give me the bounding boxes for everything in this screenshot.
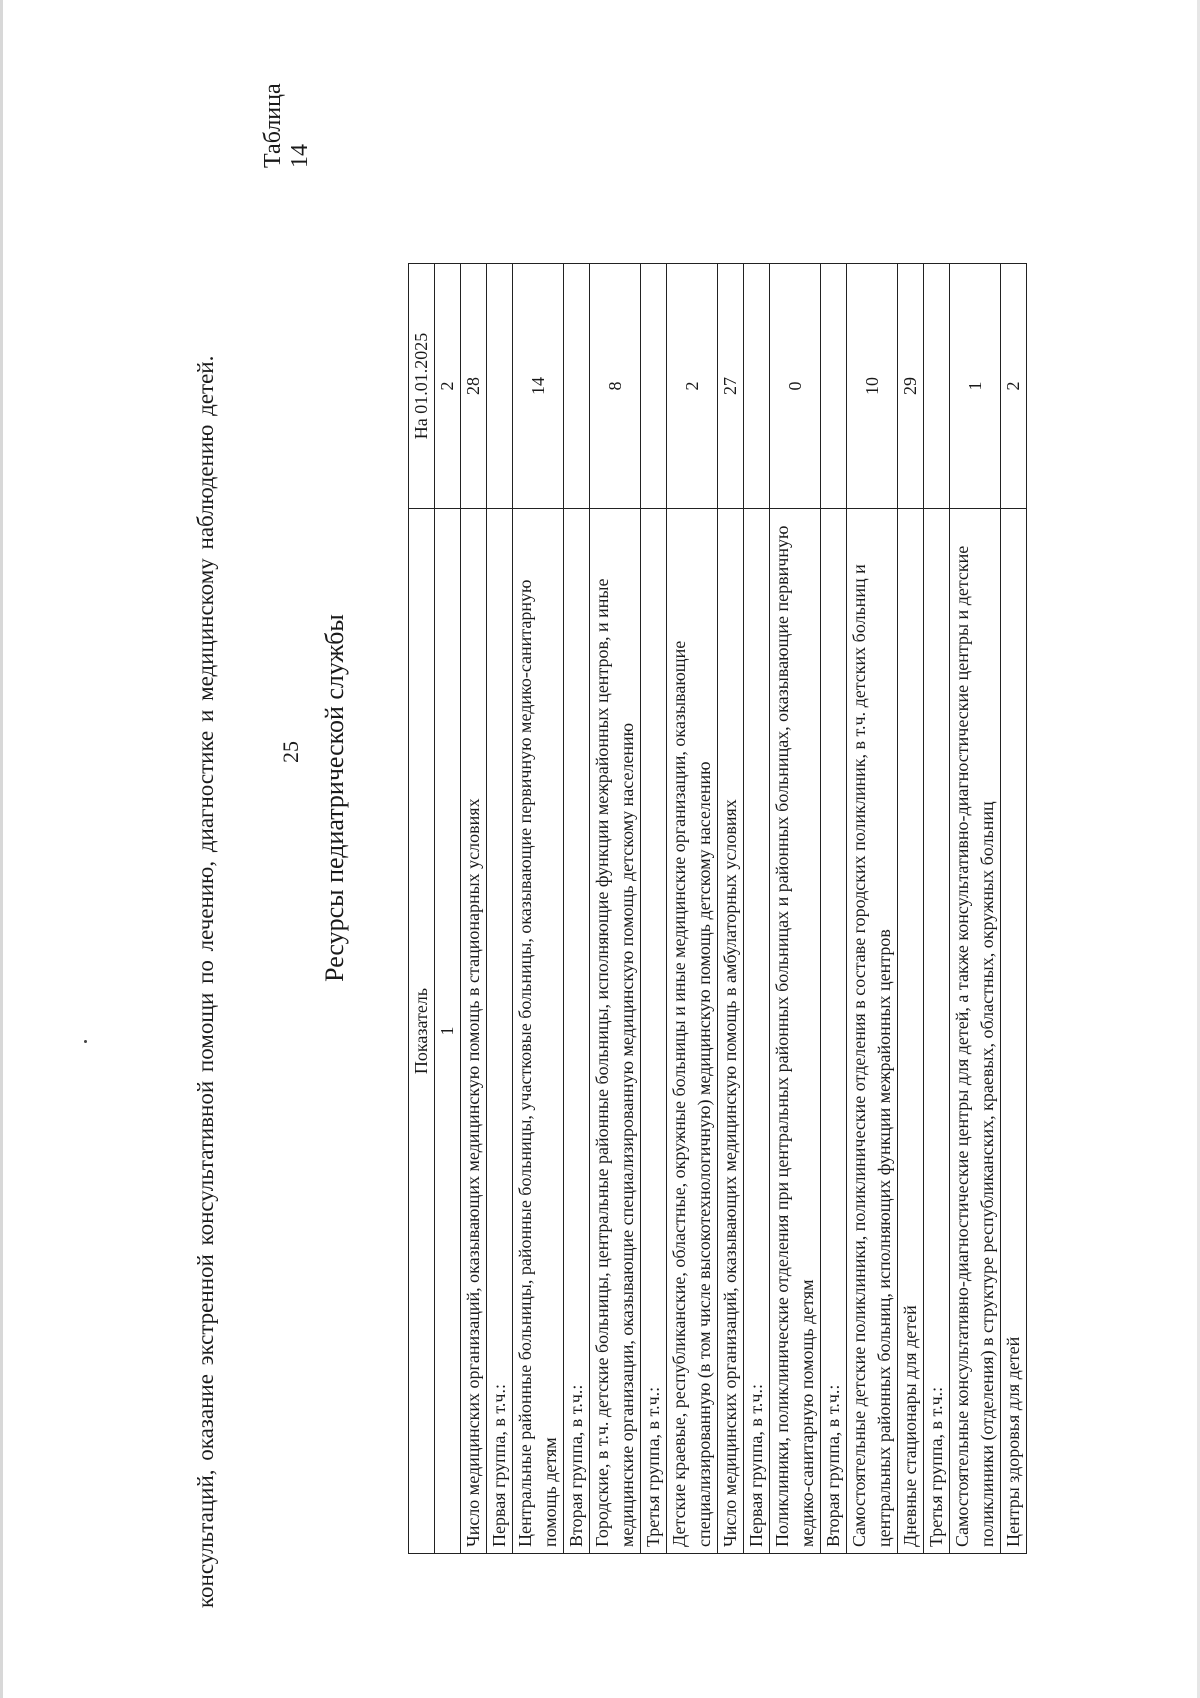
table-row: [770, 264, 821, 1554]
table-row: [898, 264, 924, 1554]
resources-table: [408, 263, 1027, 1554]
row-value: [564, 264, 590, 509]
table-header-row: [409, 264, 435, 1554]
table-caption: Таблица 14: [260, 83, 313, 168]
row-indicator: Дневные стационары для детей: [898, 509, 924, 1554]
table-row: [950, 264, 1001, 1554]
row-value: 1: [950, 264, 1001, 509]
scan-edge-left: [0, 0, 3, 1698]
scan-speck: [84, 1040, 87, 1043]
row-value: 2: [1001, 264, 1027, 509]
page-number: 25: [278, 741, 303, 763]
table-row: [718, 264, 744, 1554]
table-title: Ресурсы педиатрической службы: [320, 614, 349, 982]
row-value: [641, 264, 667, 509]
intro-paragraph: консультаций, оказание экстренной консультативной помощи по лечению, диагностике и медицинскому наблюдению детей.: [193, 355, 218, 1608]
row-value: 14: [513, 264, 564, 509]
row-value: 27: [718, 264, 744, 509]
row-indicator: Число медицинских организаций, оказывающих медицинскую помощь в стационарных условиях: [461, 509, 487, 1554]
row-value: 28: [461, 264, 487, 509]
row-value: [744, 264, 770, 509]
header-date: На 01.01.2025: [409, 264, 435, 509]
column-number-2: 2: [435, 264, 461, 509]
table-row: [461, 264, 487, 1554]
table-row: [821, 264, 847, 1554]
row-value: 10: [847, 264, 898, 509]
row-value: [487, 264, 513, 509]
table-body: [435, 264, 1027, 1554]
table-row: [590, 264, 641, 1554]
column-number-1: 1: [435, 509, 461, 1554]
rotated-page-content: [190, 68, 1090, 1608]
row-indicator: Центры здоровья для детей: [1001, 509, 1027, 1554]
table-row: [847, 264, 898, 1554]
table-row: [487, 264, 513, 1554]
row-indicator: Самостоятельные детские поликлиники, поликлинические отделения в составе городских поликлиник, в т.ч. детских больниц и центральных районных больниц, исполняющих функции межрайонных центров: [847, 509, 898, 1554]
row-indicator: Самостоятельные консультативно-диагностические центры для детей, а также консультативно-диагностические центры и детские поликлиники (отделения) в структуре республиканских, краевых, областных, окружных больниц: [950, 509, 1001, 1554]
row-indicator: Первая группа, в т.ч.:: [744, 509, 770, 1554]
row-indicator: Третья группа, в т.ч.:: [641, 509, 667, 1554]
table-row: [744, 264, 770, 1554]
table-row: [641, 264, 667, 1554]
row-value: 8: [590, 264, 641, 509]
row-value: [924, 264, 950, 509]
row-indicator: Городские, в т.ч. детские больницы, центральные районные больницы, исполняющие функции межрайонных центров, и иные медицинские организации, оказывающие специализированную медицинскую помощь детскому населению: [590, 509, 641, 1554]
table-row: [1001, 264, 1027, 1554]
row-indicator: Вторая группа, в т.ч.:: [564, 509, 590, 1554]
row-indicator: Детские краевые, республиканские, областные, окружные больницы и иные медицинские организации, оказывающие специализированную (в том числе высокотехнологичную) медицинскую помощь детскому населению: [667, 509, 718, 1554]
header-indicator: Показатель: [409, 509, 435, 1554]
column-number-row: [435, 264, 461, 1554]
row-indicator: Первая группа, в т.ч.:: [487, 509, 513, 1554]
row-indicator: Третья группа, в т.ч.:: [924, 509, 950, 1554]
row-indicator: Число медицинских организаций, оказывающих медицинскую помощь в амбулаторных условиях: [718, 509, 744, 1554]
row-indicator: Центральные районные больницы, районные больницы, участковые больницы, оказывающие первичную медико-санитарную помощь детям: [513, 509, 564, 1554]
row-value: 0: [770, 264, 821, 509]
row-value: 2: [667, 264, 718, 509]
row-value: [821, 264, 847, 509]
table-row: [513, 264, 564, 1554]
table-row: [667, 264, 718, 1554]
table-row: [564, 264, 590, 1554]
table-row: [924, 264, 950, 1554]
row-indicator: Поликлиники, поликлинические отделения при центральных районных больницах и районных больницах, оказывающие первичную медико-санитарную помощь детям: [770, 509, 821, 1554]
row-indicator: Вторая группа, в т.ч.:: [821, 509, 847, 1554]
row-value: 29: [898, 264, 924, 509]
